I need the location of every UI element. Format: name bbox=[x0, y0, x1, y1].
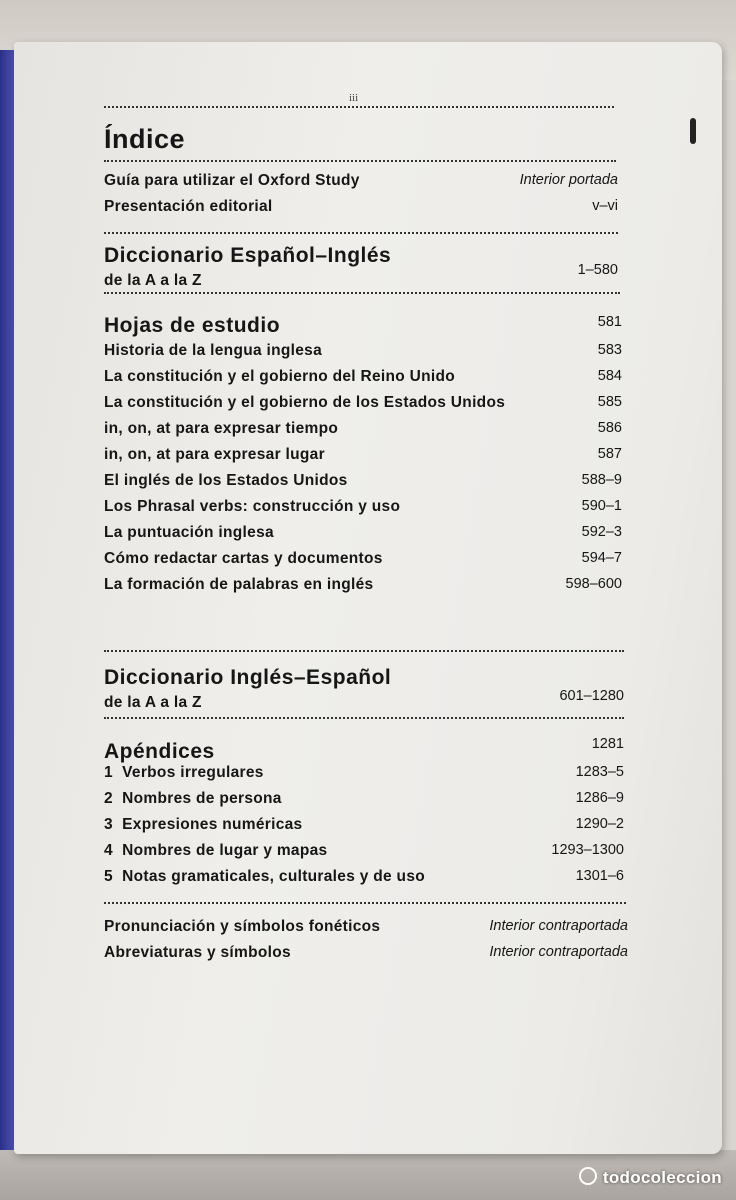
toc-entry-pages: 598–600 bbox=[565, 576, 622, 592]
toc-entry-label: Guía para utilizar el Oxford Study bbox=[104, 172, 360, 189]
dict-en-sub: de la A a la Z bbox=[104, 694, 202, 711]
divider-top bbox=[104, 106, 614, 108]
toc-entry-label: 5 Notas gramaticales, culturales y de uso bbox=[104, 868, 426, 885]
toc-entry-label: La formación de palabras en inglés bbox=[104, 576, 374, 593]
toc-entry bbox=[104, 918, 628, 944]
toc-entry-pages: 585 bbox=[597, 394, 622, 410]
toc-entry-label: 4 Nombres de lugar y mapas bbox=[104, 842, 328, 859]
toc-entry-label: La constitución y el gobierno del Reino Unido bbox=[104, 368, 456, 385]
toc-entry bbox=[104, 790, 624, 816]
toc-entry-pages: 590–1 bbox=[581, 498, 622, 514]
toc-entry-label: 2 Nombres de persona bbox=[104, 790, 282, 807]
study-sheets-header bbox=[104, 314, 622, 342]
divider-front bbox=[104, 232, 618, 234]
page-title: Índice bbox=[104, 124, 186, 154]
divider-title bbox=[104, 160, 616, 162]
toc-entry bbox=[104, 550, 622, 576]
appendices-heading: Apéndices bbox=[104, 740, 215, 763]
toc-entry-label: in, on, at para expresar tiempo bbox=[104, 420, 339, 437]
toc-entry-pages: Interior contraportada bbox=[489, 944, 628, 960]
toc-entry-pages: 583 bbox=[597, 342, 622, 358]
toc-entry-label: Abreviaturas y símbolos bbox=[104, 944, 291, 961]
toc-entry-label: Los Phrasal verbs: construcción y uso bbox=[104, 498, 401, 515]
appendices-header bbox=[104, 736, 624, 764]
toc-entry-label: in, on, at para expresar lugar bbox=[104, 446, 325, 463]
toc-entry bbox=[104, 524, 622, 550]
toc-entry bbox=[104, 446, 622, 472]
study-sheets-section bbox=[104, 314, 622, 602]
toc-entry-label: Presentación editorial bbox=[104, 198, 273, 215]
toc-entry bbox=[104, 498, 622, 524]
toc-entry-label: Pronunciación y símbolos fonéticos bbox=[104, 918, 381, 935]
watermark-text: todocoleccion bbox=[602, 1168, 722, 1187]
toc-entry bbox=[104, 472, 622, 498]
dict-es-pages: 1–580 bbox=[577, 262, 618, 278]
toc-entry-label: La puntuación inglesa bbox=[104, 524, 274, 541]
toc-entry bbox=[104, 816, 624, 842]
dict-en-pages: 601–1280 bbox=[559, 688, 624, 704]
appendices-section bbox=[104, 736, 624, 894]
toc-entry-pages: 1293–1300 bbox=[551, 842, 624, 858]
toc-entry bbox=[104, 198, 618, 224]
toc-entry-pages: v–vi bbox=[592, 198, 618, 214]
toc-entry-label: Historia de la lengua inglesa bbox=[104, 342, 323, 359]
watermark-logo-icon bbox=[579, 1167, 597, 1185]
divider-appendices bbox=[104, 902, 626, 904]
toc-entry bbox=[104, 576, 622, 602]
toc-entry-label: Cómo redactar cartas y documentos bbox=[104, 550, 383, 567]
toc-entry-label: 3 Expresiones numéricas bbox=[104, 816, 303, 833]
study-sheets-heading: Hojas de estudio bbox=[104, 314, 281, 337]
toc-entry bbox=[104, 394, 622, 420]
toc-entry bbox=[104, 868, 624, 894]
dict-en-heading: Diccionario Inglés–Español bbox=[104, 666, 392, 689]
book-page bbox=[14, 42, 722, 1154]
back-matter-section bbox=[104, 918, 628, 970]
toc-entry bbox=[104, 842, 624, 868]
study-sheets-pages: 581 bbox=[597, 314, 622, 330]
dict-es-heading: Diccionario Español–Inglés bbox=[104, 244, 392, 267]
toc-entry-pages: 584 bbox=[597, 368, 622, 384]
toc-entry-pages: 587 bbox=[597, 446, 622, 462]
toc-entry-pages: 1283–5 bbox=[575, 764, 624, 780]
toc-entry-label: La constitución y el gobierno de los Estados Unidos bbox=[104, 394, 506, 411]
toc-entry bbox=[104, 368, 622, 394]
toc-entry-pages: 592–3 bbox=[581, 524, 622, 540]
dict-en-section bbox=[104, 666, 624, 716]
front-matter-section bbox=[104, 172, 618, 224]
divider-dict-en bbox=[104, 717, 624, 719]
toc-entry bbox=[104, 764, 624, 790]
ink-mark bbox=[690, 118, 696, 144]
watermark bbox=[579, 1167, 722, 1188]
toc-entry-pages: 588–9 bbox=[581, 472, 622, 488]
toc-entry-pages: 594–7 bbox=[581, 550, 622, 566]
toc-entry-pages: Interior portada bbox=[519, 172, 618, 188]
toc-entry bbox=[104, 172, 618, 198]
toc-entry-label: 1 Verbos irregulares bbox=[104, 764, 264, 781]
toc-entry-pages: 1286–9 bbox=[575, 790, 624, 806]
divider-study bbox=[104, 650, 624, 652]
toc-entry-pages: 1290–2 bbox=[575, 816, 624, 832]
appendices-pages: 1281 bbox=[591, 736, 624, 752]
divider-dict-es bbox=[104, 292, 620, 294]
toc-entry-pages: 586 bbox=[597, 420, 622, 436]
toc-entry bbox=[104, 342, 622, 368]
page-folio: iii bbox=[349, 92, 359, 104]
dict-es-sub: de la A a la Z bbox=[104, 272, 202, 289]
dict-es-section bbox=[104, 244, 618, 294]
toc-entry-pages: Interior contraportada bbox=[489, 918, 628, 934]
toc-entry-label: El inglés de los Estados Unidos bbox=[104, 472, 348, 489]
toc-entry bbox=[104, 420, 622, 446]
toc-entry-pages: 1301–6 bbox=[575, 868, 624, 884]
toc-entry bbox=[104, 944, 628, 970]
